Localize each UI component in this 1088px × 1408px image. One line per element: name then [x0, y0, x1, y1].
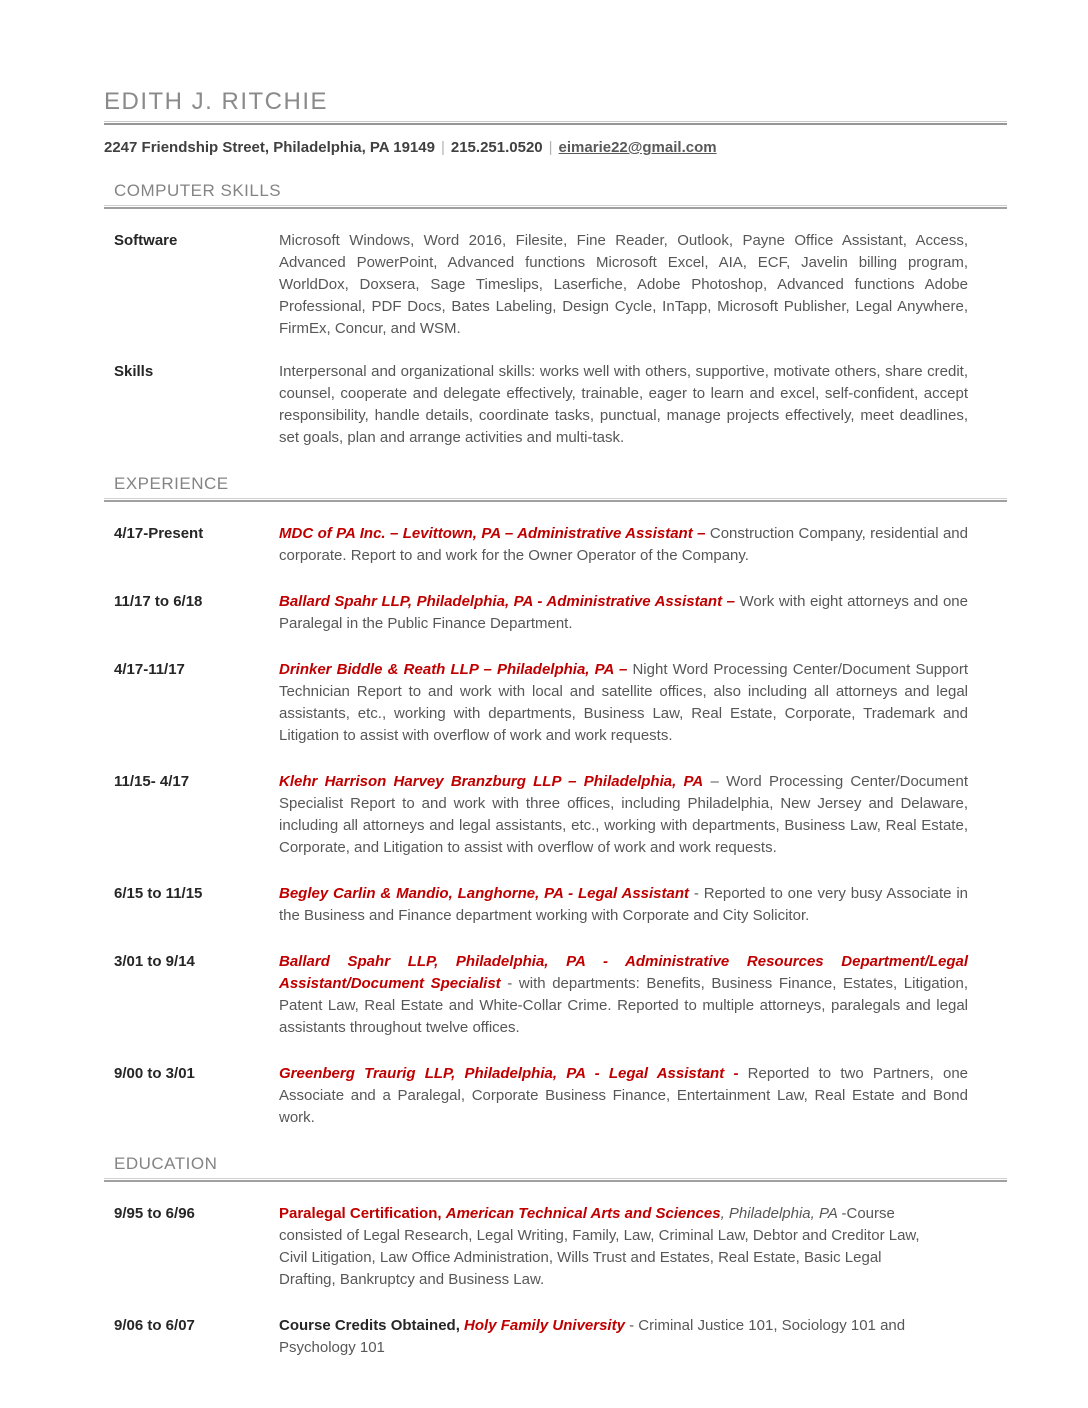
entry-description: Work with eight attorneys and one Paralegal in the Public Finance Department. — [279, 593, 968, 632]
entry-date: 4/17-11/17 — [114, 661, 185, 678]
entry-date: 9/06 to 6/07 — [114, 1317, 195, 1334]
experience-entry — [104, 883, 968, 927]
section-heading-experience: EXPERIENCE — [114, 474, 229, 493]
entry-employer: Begley Carlin & Mandio, Langhorne, PA - Legal Assistant — [279, 885, 690, 902]
entry-description: – Word Processing Center/Document Specialist Report to and work with three offices, including Philadelphia, New Jersey and Delaware, including all attorneys and legal assistants, etc., working with departments, Business Law, Real Estate, Corporate, and Litigation to assist with overflow of work and work requests. — [279, 773, 968, 856]
entry-date: 11/15- 4/17 — [114, 773, 190, 790]
entry-employer: Ballard Spahr LLP, Philadelphia, PA - Administrative Assistant – — [279, 593, 735, 610]
experience-entry — [104, 659, 968, 747]
section-divider — [104, 1178, 1007, 1182]
entry-description: Construction Company, residential and corporate. Report to and work for the Owner Operator of the Company. — [279, 525, 968, 564]
entry-text — [279, 883, 968, 927]
experience-entry — [104, 523, 968, 567]
school-name: Holy Family University — [464, 1317, 625, 1334]
entry-description: - Criminal Justice 101, Sociology 101 and Psychology 101 — [279, 1317, 906, 1356]
entry-text — [279, 1063, 968, 1129]
row-label: Skills — [114, 363, 154, 380]
entry-employer: Klehr Harrison Harvey Branzburg LLP – Philadelphia, PA — [279, 773, 704, 790]
entry-description: - Reported to one very busy Associate in the Business and Finance department working with Corporate and City Solicitor. — [279, 885, 968, 924]
entry-text — [279, 659, 968, 747]
entry-description: Reported to two Partners, one Associate and a Paralegal, Corporate Business Finance, Entertainment Law, Real Estate and Bond work. — [279, 1065, 968, 1126]
entry-text — [279, 1203, 934, 1291]
address-text: 2247 Friendship Street, Philadelphia, PA 19149 — [104, 139, 435, 156]
row-label: Software — [114, 232, 178, 249]
entry-employer: MDC of PA Inc. – Levittown, PA – Administrative Assistant – — [279, 525, 706, 542]
entry-employer: Greenberg Traurig LLP, Philadelphia, PA - Legal Assistant - — [279, 1065, 739, 1082]
education-entry — [104, 1203, 968, 1291]
section-divider — [104, 498, 1007, 502]
section-experience — [104, 474, 1007, 1129]
experience-entry — [104, 951, 968, 1039]
section-divider — [104, 205, 1007, 209]
entry-employer: Drinker Biddle & Reath LLP – Philadelphia, PA – — [279, 661, 628, 678]
credits-label: Course Credits Obtained, — [279, 1317, 465, 1334]
entry-text — [279, 591, 968, 635]
section-computer-skills — [104, 181, 1007, 449]
certification-label: Paralegal Certification, — [279, 1205, 446, 1222]
section-education — [104, 1154, 1007, 1359]
entry-date: 4/17-Present — [114, 525, 204, 542]
skills-row-skills — [104, 361, 968, 449]
email-link[interactable]: eimarie22@gmail.com — [558, 139, 717, 156]
contact-line — [104, 139, 1007, 156]
row-text: Interpersonal and organizational skills: works well with others, supportive, motivate others, share credit, counsel, cooperate and delegate effectively, trainable, eager to learn and excel, self-confident, accept responsibility, handle details, coordinate tasks, punctual, manage projects effectively, meet deadlines, set goals, plan and arrange activities and multi-task. — [279, 363, 968, 446]
experience-entry — [104, 591, 968, 635]
section-heading-education: EDUCATION — [114, 1154, 218, 1173]
school-location: , Philadelphia, PA — [720, 1205, 842, 1222]
entry-date: 3/01 to 9/14 — [114, 953, 195, 970]
entry-text — [279, 771, 968, 859]
entry-text — [279, 1315, 968, 1359]
phone-text: 215.251.0520 — [450, 139, 543, 156]
experience-entry — [104, 1063, 968, 1129]
entry-date: 9/95 to 6/96 — [114, 1205, 195, 1222]
entry-description: -Course consisted of Legal Research, Legal Writing, Family, Law, Criminal Law, Debtor and Creditor Law, Civil Litigation, Law Office Administration, Wills Trust and Estates, Real Estate, Basic Legal Drafting, Bankruptcy and Business Law. — [279, 1205, 920, 1288]
entry-date: 9/00 to 3/01 — [114, 1065, 195, 1082]
education-entry — [104, 1315, 968, 1359]
entry-description: - with departments: Benefits, Business Finance, Estates, Litigation, Patent Law, Real Estate and White-Collar Crime. Reported to multiple attorneys, paralegals and legal assistants throughout twelve offices. — [279, 975, 968, 1036]
section-heading-computer-skills: COMPUTER SKILLS — [114, 181, 282, 200]
entry-description: Night Word Processing Center/Document Support Technician Report to and work with local and satellite offices, also including all attorneys and legal assistants, etc., working with departments, Business Law, Real Estate, Corporate, Trademark and Litigation to assist with overflow of work and work requests. — [279, 661, 968, 744]
header — [104, 88, 1007, 156]
contact-separator: | — [440, 139, 445, 156]
entry-employer: Ballard Spahr LLP, Philadelphia, PA - Administrative Resources Department/Legal Assistant/Document Specialist — [279, 953, 968, 992]
experience-entry — [104, 771, 968, 859]
entry-date: 6/15 to 11/15 — [114, 885, 203, 902]
entry-date: 11/17 to 6/18 — [114, 593, 203, 610]
skills-row-software — [104, 230, 968, 340]
row-text: Microsoft Windows, Word 2016, Filesite, Fine Reader, Outlook, Payne Office Assistant, Access, Advanced PowerPoint, Advanced functions Microsoft Excel, AIA, ECF, Javelin billing program, WorldDox, Doxsera, Sage Timeslips, Laserfiche, Adobe Photoshop, Advanced functions Adobe Professional, PDF Docs, Bates Labeling, Design Cycle, InTapp, Microsoft Publisher, Legal Anywhere, FirmEx, Concur, and WSM. — [279, 232, 968, 337]
school-name: American Technical Arts and Sciences — [445, 1205, 721, 1222]
entry-text — [279, 951, 968, 1039]
page-title: EDITH J. RITCHIE — [104, 88, 329, 115]
entry-text — [279, 523, 968, 567]
header-divider — [104, 121, 1007, 125]
contact-separator: | — [548, 139, 553, 156]
